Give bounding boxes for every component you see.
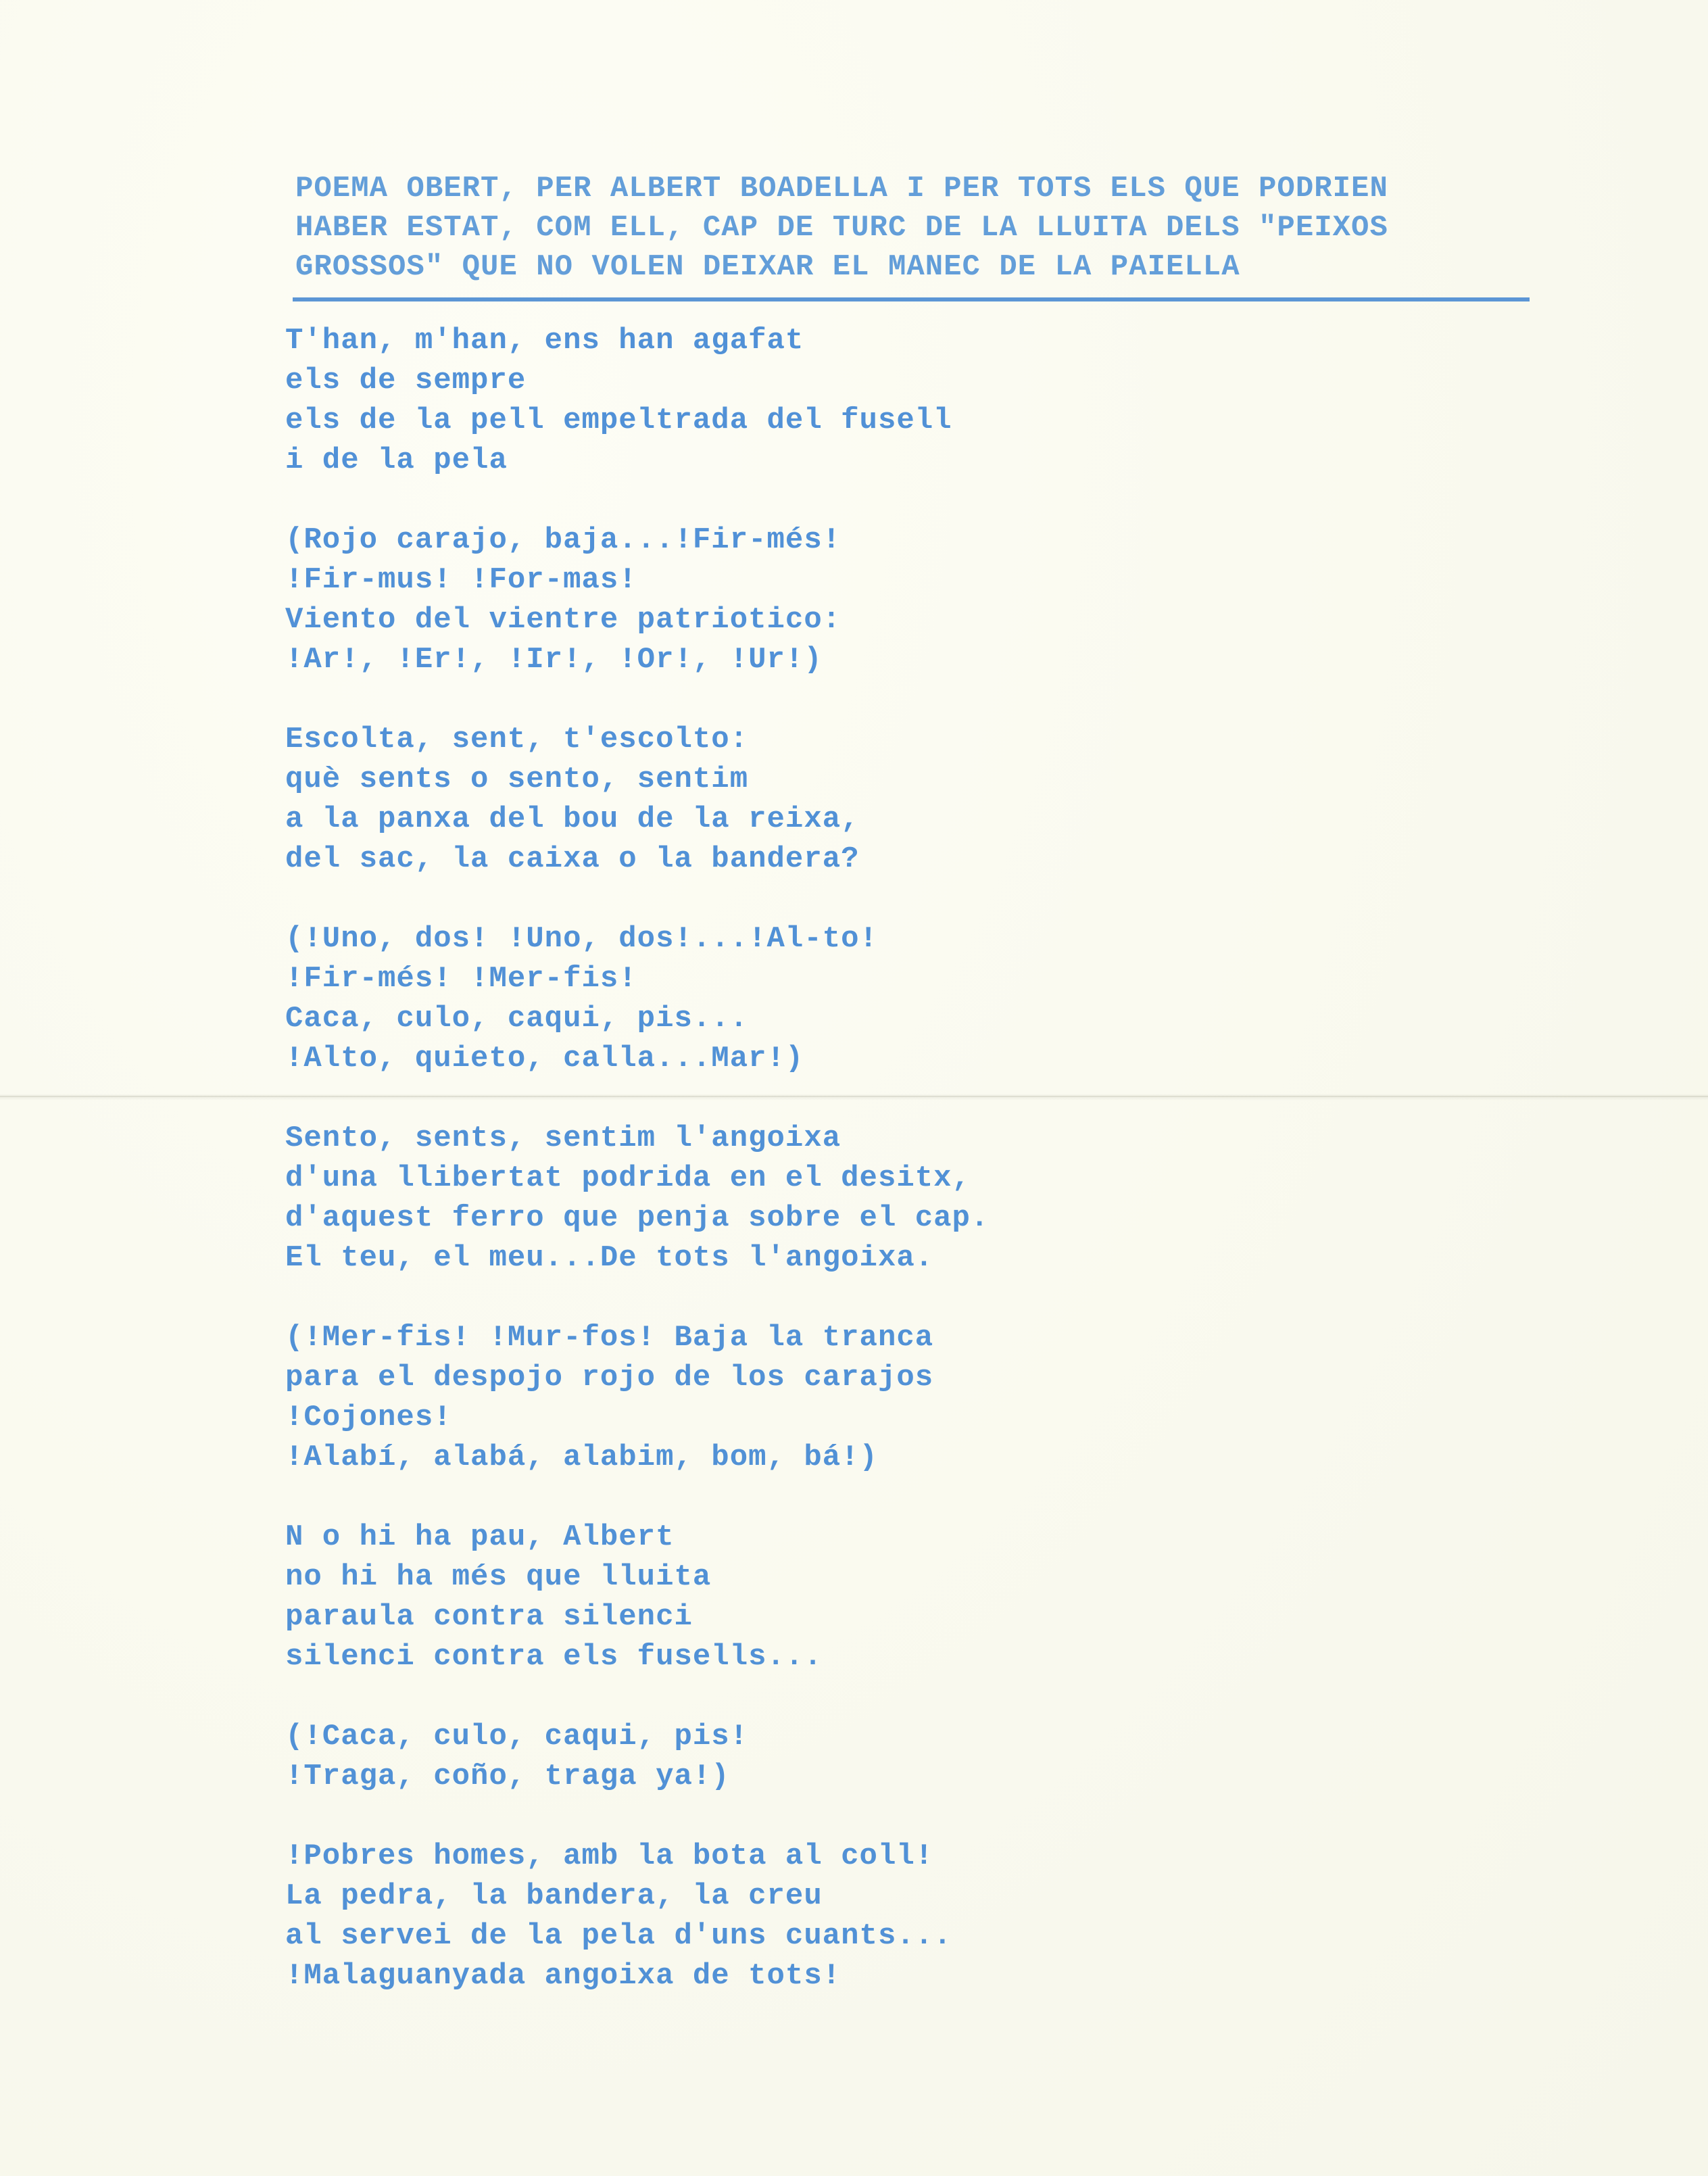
verse-line: d'una llibertat podrida en el desitx, xyxy=(285,1161,971,1195)
verse-line: silenci contra els fusells... xyxy=(285,1640,823,1674)
stanza xyxy=(285,1119,1367,1278)
stanza xyxy=(285,1717,1367,1797)
verse-line: !Pobres homes, amb la bota al coll! xyxy=(285,1839,934,1873)
verse-line: paraula contra silenci xyxy=(285,1600,693,1634)
verse-line: del sac, la caixa o la bandera? xyxy=(285,842,860,876)
title-line: GROSSOS" QUE NO VOLEN DEIXAR EL MANEC DE LA PAIELLA xyxy=(295,250,1240,284)
stanza xyxy=(285,521,1367,680)
verse-line: !Alabí, alabá, alabim, bom, bá!) xyxy=(285,1441,878,1474)
stanza xyxy=(285,1518,1367,1677)
title-line: POEMA OBERT, PER ALBERT BOADELLA I PER TOTS ELS QUE PODRIEN xyxy=(295,172,1388,205)
verse-line: (!Caca, culo, caqui, pis! xyxy=(285,1720,749,1754)
verse-line: Escolta, sent, t'escolto: xyxy=(285,723,749,756)
poem-title xyxy=(295,169,1526,287)
verse-line: para el despojo rojo de los carajos xyxy=(285,1361,934,1395)
verse-line: (Rojo carajo, baja...!Fir-més! xyxy=(285,523,841,557)
verse-line: Viento del vientre patriotico: xyxy=(285,603,841,637)
verse-line: La pedra, la bandera, la creu xyxy=(285,1879,823,1913)
verse-line: !Fir-més! !Mer-fis! xyxy=(285,962,637,996)
verse-line: a la panxa del bou de la reixa, xyxy=(285,802,860,836)
verse-line: El teu, el meu...De tots l'angoixa. xyxy=(285,1241,934,1275)
verse-line: al servei de la pela d'uns cuants... xyxy=(285,1919,952,1953)
verse-line: els de la pell empeltrada del fusell xyxy=(285,404,952,437)
verse-line: què sents o sento, sentim xyxy=(285,763,749,796)
verse-line: Caca, culo, caqui, pis... xyxy=(285,1002,749,1036)
verse-line: Sento, sents, sentim l'angoixa xyxy=(285,1121,841,1155)
verse-line: T'han, m'han, ens han agafat xyxy=(285,324,804,358)
stanza xyxy=(285,1837,1367,1996)
verse-line: no hi ha més que lluita xyxy=(285,1560,712,1594)
verse-line: !Malaguanyada angoixa de tots! xyxy=(285,1959,841,1993)
stanza xyxy=(285,1318,1367,1478)
verse-line: !Ar!, !Er!, !Ir!, !Or!, !Ur!) xyxy=(285,643,823,677)
stanza xyxy=(285,321,1367,481)
verse-line: !Alto, quieto, calla...Mar!) xyxy=(285,1042,804,1075)
title-underline xyxy=(293,297,1530,301)
verse-line: !Cojones! xyxy=(285,1401,452,1434)
verse-line: !Fir-mus! !For-mas! xyxy=(285,563,637,597)
stanza xyxy=(285,720,1367,879)
verse-line: i de la pela xyxy=(285,443,508,477)
verse-line: (!Mer-fis! !Mur-fos! Baja la tranca xyxy=(285,1321,934,1355)
verse-line: (!Uno, dos! !Uno, dos!...!Al-to! xyxy=(285,922,878,956)
poem-body xyxy=(285,321,1367,2036)
verse-line: d'aquest ferro que penja sobre el cap. xyxy=(285,1201,990,1235)
verse-line: !Traga, coño, traga ya!) xyxy=(285,1760,730,1793)
title-line: HABER ESTAT, COM ELL, CAP DE TURC DE LA LLUITA DELS "PEIXOS xyxy=(295,211,1388,245)
verse-line: els de sempre xyxy=(285,364,527,397)
stanza xyxy=(285,919,1367,1079)
verse-line: N o hi ha pau, Albert xyxy=(285,1520,675,1554)
